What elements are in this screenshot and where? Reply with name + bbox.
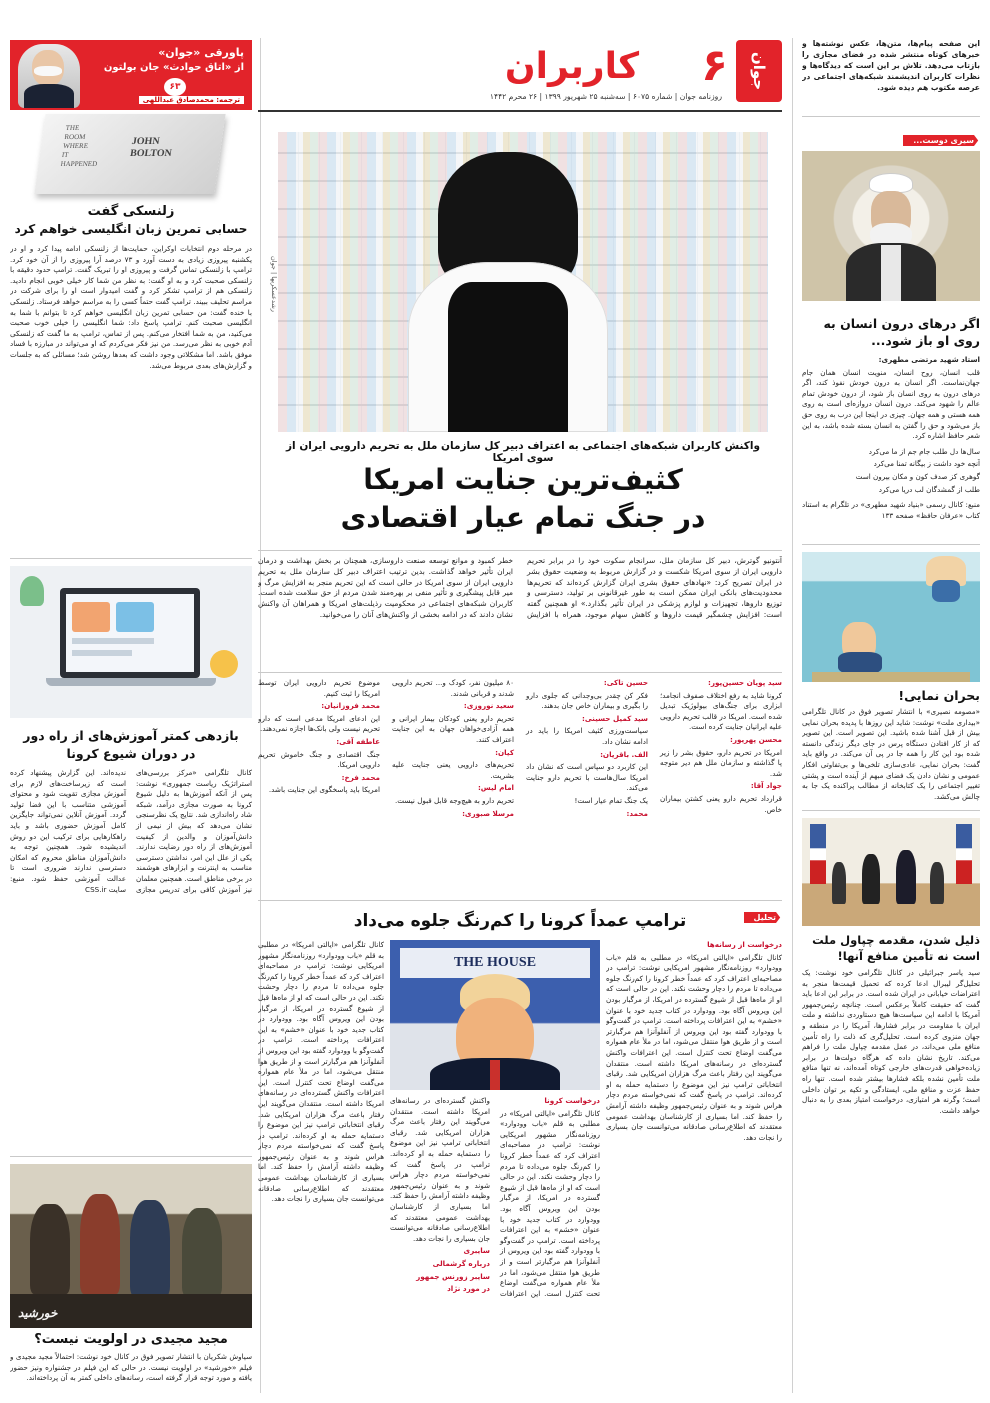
- book-title-line: HAPPENED: [60, 160, 98, 168]
- cleric-portrait: [802, 151, 980, 301]
- reaction-author: مرسلا صبوری:: [462, 808, 514, 818]
- book-title-line: IT: [61, 151, 70, 159]
- bolton-heading-1: زلنسکی گفت: [87, 204, 175, 219]
- analysis-badge: تحلیل: [744, 912, 782, 923]
- main-title-line1: کثیف‌ترین جنایت امریکا: [363, 463, 683, 496]
- film-still: [10, 1164, 252, 1328]
- reaction-text: یک جنگ تمام عیار است!: [574, 795, 648, 805]
- main-title-line2: در جنگ تمام عیار اقتصادی: [340, 501, 706, 534]
- humiliation-title: ذلیل شدن، مقدمه چپاول ملت است نه تأمین منافع آنها!: [812, 933, 980, 963]
- online-title-2: در دوران شیوع کرونا: [66, 746, 196, 761]
- serial-subtitle: از «اتاق حوادث» جان بولتون: [103, 62, 244, 73]
- book-title-line: ROOM: [63, 133, 86, 141]
- reaction-author: عاطفه آقی:: [336, 736, 380, 746]
- bolton-body: در مرحله دوم انتخابات اوکراین، حمایت‌ها از زلنسکی ادامه پیدا کرد و او در یکشنبه پیروزی زیادی به دست آورد و ۷۳ درصد آرا پیروزی را از آن خود کرد. ترامپ با زلنسکی تماس گرفت و پیروزی او را تبریک گفت. ترامپ حدود دقیقه با زلنسکی صحبت کرد و به او گفت: به نظر من شما کار خیلی خوبی انجام دادید. زلنسکی هم از ترامپ تشکر کرد و گفت امیدوار است او را برای شرکت در مراسم تحلیف ببیند. ترامپ گفت حتماً کسی را به مراسم خواهد فرستاد. زلنسکی با خنده گفت: من حسابی تمرین زبان انگلیسی خواهم کرد تا بتوانم با شما به انگلیسی صحبت کنم. ترامپ پاسخ داد: شما انگلیسی را خیلی خوب صحبت می‌کنید، من به شما افتخار می‌کنم. پس از تماس، ترامپ به ما گفت که زلنسکی آدم خوبی به نظر می‌رسد. من نیز فکر می‌کردم که او می‌تواند در مبارزه با فساد موفق باشد. اما مشکلاتی وجود داشت که بعدها روشن شد؛ مسائلی که به جلسات و گزارش‌های بعدی مربوط می‌شد.: [10, 244, 252, 370]
- film-logo: خورشید: [18, 1306, 58, 1320]
- reaction-text: این کاربرد دو سپاس است که نشان داد امریکا سال‌هاست با تحریم دارو جنایت می‌کند.: [526, 762, 648, 793]
- reaction-author: کیان:: [495, 747, 514, 757]
- trump-photo: THE HOUSE: [390, 940, 600, 1090]
- reaction-text: ۸۰ میلیون نفر، کودک و... تحریم دارویی شدند و قربانی شدند.: [392, 678, 514, 698]
- pharmacy-photo: [278, 132, 768, 432]
- reaction-text: موضوع تحریم دارویی ایران توسط امریکا را ثبت کنیم.: [258, 678, 380, 698]
- bolton-heading-2: حسابی تمرین زبان انگلیسی خواهم کرد: [14, 222, 248, 236]
- episode-number: ۶۳: [164, 78, 186, 96]
- crisis-section: [802, 552, 980, 815]
- reaction-text: تحریم دارو به هیچ‌وجه قابل قبول نیست.: [395, 795, 514, 805]
- reaction-author: سید کمیل حسینی:: [581, 713, 648, 723]
- trump-body-col1: کانال تلگرامی «ایالتی امریکا» در مطلبی به قلم «باب وودوارد» روزنامه‌نگار مشهور امریکایی نوشت: ترامپ در مصاحبه‌ای اعتراف کرد که عمداً خطر کرونا را کم‌رنگ جلوه می‌داده تا مردم را دچار وحشت نکند. این در حالی است که او از ماه‌ها قبل از شیوع گسترده در امریکا، از مرگبار بودن این ویروس آگاه بود. وودوارد در کتاب جدید خود با عنوان «خشم» به این اعترافات پرداخته است. ترامپ در گفت‌وگو با وودوارد گفته بود این ویروس از آنفلوآنزا هم مرگبارتر است و از طریق هوا منتقل می‌شود، اما در ملأ عام همواره می‌گفت اوضاع تحت کنترل است. این اعترافات واکنش گسترده‌ای در رسانه‌های امریکا داشته است. منتقدان می‌گویند این رفتار باعث مرگ هزاران امریکایی شد. رقبای انتخاباتی ترامپ نیز این موضوع را دستمایه حمله به او کرده‌اند. ترامپ در پاسخ گفت که نمی‌خواسته مردم دچار هراس شوند و به عنوان رئیس‌جمهور وظیفه داشته آرامش را حفظ کند. اما بسیاری از کارشناسان بهداشت عمومی معتقدند که اطلاع‌رسانی صادقانه می‌توانست جان بسیاری را نجات دهد.: [258, 940, 384, 1204]
- reaction-author: سید پویان حسین‌پور:: [707, 678, 782, 687]
- crisis-body: «مصومه نصیری» با انتشار تصویر فوق در کانال تلگرامی «بیداری ملت» نوشت: شاید این روزها با پدیده بحران نمایی بیش از قبل آشنا شده باشید. این تصویر است. این تصویر که از کار افتادن دستگاه پرس در جای دیگر زندگی دانسته شده بود این کار را همه جا در پی آن می‌کند. در واقع باید گفت: بحران نمایی، عادی‌سازی تلخی‌ها و بی‌تفاوتی افکار عمومی و نشان دادن یک فضای مبهم از آینده است و پشتی تغییر اجتماعی را یک کتابخانه از مطالب پراکنده یک جا به چالش می‌کشد.: [802, 707, 980, 801]
- dateline: روزنامه جوان | شماره ۶۰۷۵ | سه‌شنبه ۲۵ شهریور ۱۳۹۹ | ۲۶ محرم ۱۴۴۲: [489, 92, 722, 101]
- sirah-paragraph: قلب انسان، روح انسان، منویت انسان همان جام جهان‌نماست. اگر انسان به درون خودش نفوذ کند، اگر درهای درون به روی انسان باز شود، از درون خودش تمام عالم را شهود می‌کند. درون انسان دروازه‌ای است به روی همه هستی و همه جهان. چیزی در اینجا این درب به روی حق باز می‌شود و حق را گفتن به انسان بسته شده باشد، به این شعر حافظ اشاره کرد.: [802, 367, 980, 441]
- book-cover: [34, 114, 225, 194]
- reaction-author: جواد آقا:: [750, 781, 782, 791]
- poem-line: سال‌ها دل طلب جام جم از ما می‌کرد: [868, 446, 980, 456]
- reaction-text: سیاست‌ورزی کثیف امریکا را باید در ادامه نشان داد.: [526, 726, 648, 746]
- source-note: منبع: کانال رسمی «بنیاد شهید مطهری» در تلگرام به استناد کتاب «عرفان حافظ» صفحه ۱۳۳: [802, 500, 980, 520]
- sirah-section: [802, 128, 980, 565]
- trump-title: ترامپ عمداً کرونا را کم‌رنگ جلوه می‌داد: [353, 911, 687, 931]
- reaction-text: فکر کن چقدر بی‌وجدانی که جلوی دارو را بگیری و بیماران خاص جان بدهند.: [526, 690, 648, 711]
- crisis-title: بحران نمایی!: [898, 688, 980, 703]
- reaction-text: تحریم‌های دارویی یعنی جنایت علیه بشریت.: [392, 760, 514, 780]
- reaction-author: محمد:: [626, 808, 648, 818]
- reaction-author: سعید نوروزی:: [463, 701, 514, 711]
- masthead: [258, 40, 782, 104]
- trump-subhead: درخواست از رسانه‌ها: [707, 940, 782, 949]
- reaction-text: تحریم دارو یعنی کودکان بیمار ایرانی و همه آزادی‌خواهان جهان به این جنایت اعتراف کنند.: [392, 713, 514, 744]
- humiliation-section: [802, 818, 980, 1400]
- trump-subhead: سایبر زورنس جمهور: [416, 1271, 490, 1281]
- majidi-body: سیاوش شکریان با انتشار تصویر فوق در کانال خود نوشت: احتمالاً مجید مجیدی و فیلم «خورشید» در اولویت نیست. در حالی که این فیلم در جشنواره ونیز حضور یافته و مورد توجه قرار گرفته است، رسانه‌های داخلی کمتر به آن پرداخته‌اند.: [10, 1352, 252, 1383]
- reaction-author: امام لیس:: [477, 783, 514, 793]
- photo-credit: رشدعسکریها | جوان: [270, 256, 278, 312]
- reaction-text: امریکا باید پاسخگوی این جنایت باشد.: [268, 785, 380, 795]
- poem-line: آنچه خود داشت ز بیگانه تمنا می‌کرد: [873, 459, 980, 469]
- reaction-text: قرارداد تحریم دارو یعنی کشتن بیماران خاص.: [660, 793, 782, 814]
- logo: جوان: [736, 40, 782, 102]
- online-learning-illustration: [10, 566, 252, 718]
- reaction-text: کرونا شاید به رفع اختلاف صفوف انجامد؛ ابزاری برای جنگ‌های بیولوژیک تبدیل شده است. امریکا در قالب تحریم دارویی علیه ایرانیان جنایت کرده است.: [660, 690, 782, 732]
- majidi-title: مجید مجیدی در اولویت نیست؟: [34, 1332, 228, 1347]
- reaction-text: این ادعای امریکا مدعی است که دارو تحریم نیست ولی بانک‌ها اجازه نمی‌دهند.: [258, 713, 380, 734]
- reaction-text: امریکا در تحریم دارو، حقوق بشر را زیر پا گذاشته و سازمان ملل هم دیر متوجه شد.: [660, 747, 782, 778]
- trump-subhead: درباره گرشمالی: [432, 1258, 490, 1268]
- book-author-line: BOLTON: [129, 148, 173, 159]
- crisis-cartoon: [802, 552, 980, 682]
- sirah-author: استاد شهید مرتضی مطهری:: [878, 355, 980, 364]
- trump-subhead: سایبری: [463, 1246, 490, 1256]
- meeting-photo: [802, 818, 980, 926]
- reaction-text: جنگ اقتصادی و جنگ خاموش تحریم دارویی امریکا.: [258, 749, 380, 770]
- serial-title: پاورقی «جوان»: [158, 46, 244, 59]
- book-title-line: THE: [65, 124, 80, 132]
- reaction-author: الف. باقریان:: [600, 749, 648, 759]
- poem-line: گوهری کز صدف کون و مکان بیرون است: [855, 471, 980, 481]
- reactions-block: [258, 678, 782, 896]
- online-body: کانال تلگرامی «مرکز بررسی‌های استراتژیک ریاست جمهوری» نوشت: پس از آنکه آموزش‌ها به دلیل شیوع کرونا به صورت مجازی درآمد، شبکه شاد راه‌اندازی شد. نتایج یک نظرسنجی نشان می‌دهد که بیش از نیمی از دانش‌آموزان و والدین از کیفیت آموزش‌های از راه دور رضایت ندارند. یکی از علل این امر، نداشتن دسترسی مناسب به اینترنت و ابزارهای هوشمند در برخی مناطق است. همچنین معلمان نیز آموزش کافی برای تدریس مجازی ندیده‌اند. این گزارش پیشنهاد کرده است که زیرساخت‌های لازم برای آموزش مجازی تقویت شود و محتوای آموزشی متناسب با این فضا تولید گردد. آموزش آنلاین نمی‌تواند جایگزین کامل آموزش حضوری باشد و باید راهکارهایی برای ترکیب این دو روش اندیشیده شود. همچنین توجه به دانش‌آموزان مناطق محروم که امکان دسترسی ندارند ضروری است تا عدالت آموزشی حفظ شود. منبع: سایت CSS.ir: [10, 768, 252, 894]
- book-author-line: JOHN: [130, 136, 161, 147]
- reaction-author: محسن پهریور:: [729, 734, 782, 744]
- reaction-author: محمد فرخ:: [341, 772, 380, 782]
- trump-subhead: درخواست کرونا: [544, 1096, 600, 1105]
- main-kicker: واکنش کاربران شبکه‌های اجتماعی به اعتراف دبیر کل سازمان ملل به تحریم دارویی ایران از سوی امریکا: [286, 440, 760, 464]
- page-number: ۶: [701, 40, 728, 91]
- trump-body-col3: کانال تلگرامی «ایالتی امریکا» در مطلبی به قلم «باب وودوارد» روزنامه‌نگار مشهور امریکایی نوشت: ترامپ در مصاحبه‌ای اعتراف کرد که عمداً خطر کرونا را کم‌رنگ جلوه می‌داده تا مردم را دچار وحشت نکند. این در حالی است که او از ماه‌ها قبل از شیوع گسترده در امریکا، از مرگبار بودن این ویروس آگاه بود. وودوارد در کتاب جدید خود با عنوان «خشم» به این اعترافات پرداخته است. ترامپ در گفت‌وگو با وودوارد گفته بود این ویروس از آنفلوآنزا هم مرگبارتر است و از طریق هوا منتقل می‌شود، اما در ملأ عام همواره می‌گفت اوضاع تحت کنترل است. این اعترافات واکنش گسترده‌ای در رسانه‌های امریکا داشته است. منتقدان می‌گویند این رفتار باعث مرگ هزاران امریکایی شد. رقبای انتخاباتی ترامپ نیز این موضوع را دستمایه حمله به او کرده‌اند. ترامپ در پاسخ گفت که نمی‌خواسته مردم دچار هراس شوند و به عنوان رئیس‌جمهور وظیفه داشته آرامش را حفظ کند. اما بسیاری از کارشناسان بهداشت عمومی معتقدند که اطلاع‌رسانی صادقانه می‌توانست جان بسیاری را نجات دهد.: [606, 952, 782, 1142]
- intro-text: این صفحه پیام‌ها، متن‌ها، عکس نوشته‌ها و خبرهای کوتاه منتشر شده در فضای مجازی را بازتاب می‌دهد. تلاش بر این است که دیدگاه‌ها و نظرات کاربران اندیشمند شبکه‌های اجتماعی در عرصه مکتوب هم دیده شود.: [802, 39, 980, 92]
- section-title: کاربران: [504, 46, 640, 87]
- section-badge: سیری دوست...: [903, 135, 980, 146]
- trump-body-col2: کانال تلگرامی «ایالتی امریکا» در مطلبی به قلم «باب وودوارد» روزنامه‌نگار مشهور امریکایی نوشت: ترامپ در مصاحبه‌ای اعتراف کرد که عمداً خطر کرونا را کم‌رنگ جلوه می‌داده تا مردم را دچار وحشت نکند. این در حالی است که او از ماه‌ها قبل از شیوع گسترده در امریکا، از مرگبار بودن این ویروس آگاه بود. وودوارد در کتاب جدید خود با عنوان «خشم» به این اعترافات پرداخته است. ترامپ در گفت‌وگو با وودوارد گفته بود این ویروس از آنفلوآنزا هم مرگبارتر است و از طریق هوا منتقل می‌شود، اما در ملأ عام همواره می‌گفت اوضاع تحت کنترل است. این اعترافات واکنش گسترده‌ای در رسانه‌های امریکا داشته است. منتقدان می‌گویند این رفتار باعث مرگ هزاران امریکایی شد. رقبای انتخاباتی ترامپ نیز این موضوع را دستمایه حمله به او کرده‌اند. ترامپ در پاسخ گفت که نمی‌خواسته مردم دچار هراس شوند و به عنوان رئیس‌جمهور وظیفه داشته آرامش را حفظ کند. اما بسیاری از کارشناسان بهداشت عمومی معتقدند که اطلاع‌رسانی صادقانه می‌توانست جان بسیاری را نجات دهد.: [390, 1096, 600, 1298]
- trump-subhead: در مورد نژاد: [447, 1284, 490, 1294]
- book-title-line: WHERE: [62, 142, 89, 150]
- sirah-title: اگر درهای درون انسان به روی او باز شود...: [823, 316, 980, 348]
- poem-line: طلب از گمشدگان لب دریا می‌کرد: [878, 484, 980, 494]
- online-title-1: بازدهی کمتر آموزش‌های از راه دور: [23, 728, 239, 743]
- translator: ترجمه: محمدصادق عبداللهی: [139, 96, 244, 104]
- reaction-author: حسین تاکی:: [603, 678, 648, 687]
- humiliation-body: سید یاسر جبرائیلی در کانال تلگرامی خود نوشت: یک تحلیل‌گر لیبرال ادعا کرده که تحمیل قیمت‌ها منجر به اعتراضات خیابانی در ایران شده است. در برابر این ادعا باید گفت که حقیقت کاملاً برعکس است. چنانچه رئیس‌جمهور آمریکا با ادامه این سیاست‌ها هیچ دستاوردی نداشته و ملت ایران با مقاومت در برابر فشارها، آمریکا را در منطقه و جهان منزوی کرده است. تحلیل‌گری که ذلت را راه تأمین منافع ملی می‌داند، در عمل مقدمه چپاول ملت را فراهم می‌کند. تاریخ نشان داده که هرگاه دولت‌ها در برابر زیاده‌خواهی قدرت‌های خارجی کوتاه آمده‌اند، نه تنها منافع ملت تأمین نشده بلکه فشارها بیشتر شده است. تنها راه حفظ عزت و منافع ملی، ایستادگی و تکیه بر توان داخلی است؛ وگرنه هر امتیازی، درخواست امتیاز بعدی را به دنبال خواهد داشت.: [802, 968, 980, 1115]
- bolton-header: [10, 40, 252, 110]
- reaction-author: محمد فروزانیان:: [321, 701, 380, 711]
- main-lead: آنتونیو گوترش، دبیر کل سازمان ملل، سرانجام سکوت خود را در برابر تحریم دارویی ایران از سوی امریکا شکست و در گزارش مربوط به وضعیت حقوق بشر در ایران تصریح کرد: «نهادهای حقوق بشری ایران گزارش کرده‌اند که تحریم‌ها محدودیت‌های بانکی ایران ممکن است به طور غیرقانونی بر تولید، دسترسی و توزیع داروها، تجهیزات و لوازم پزشکی در ایران تأثیر بگذارد.» او همچنین گفته است: افزایش چشمگیر قیمت داروها و کاهش سهام موجود، همراه با افزایش خطر کمبود و موانع توسعه صنعت داروسازی، همچنان بر بخش بهداشت و درمان ایران تأثیر خواهد گذاشت. بدین ترتیب اعتراف دبیر کل سازمان ملل به تحریم دارویی ایران از سوی امریکا در حالی است که این تحریم منجر به افزایش مرگ و میر قابل پیشگیری و تأثیر منفی بر بهره‌مند شدن مردم از حق سلامت شده است. کاربران شبکه‌های اجتماعی در محکومیت رذیلت‌های امریکا و همراهان آن واکنش نشان دادند که در ادامه بخشی از واکنش‌های آنان را می‌خوانید.: [258, 556, 782, 619]
